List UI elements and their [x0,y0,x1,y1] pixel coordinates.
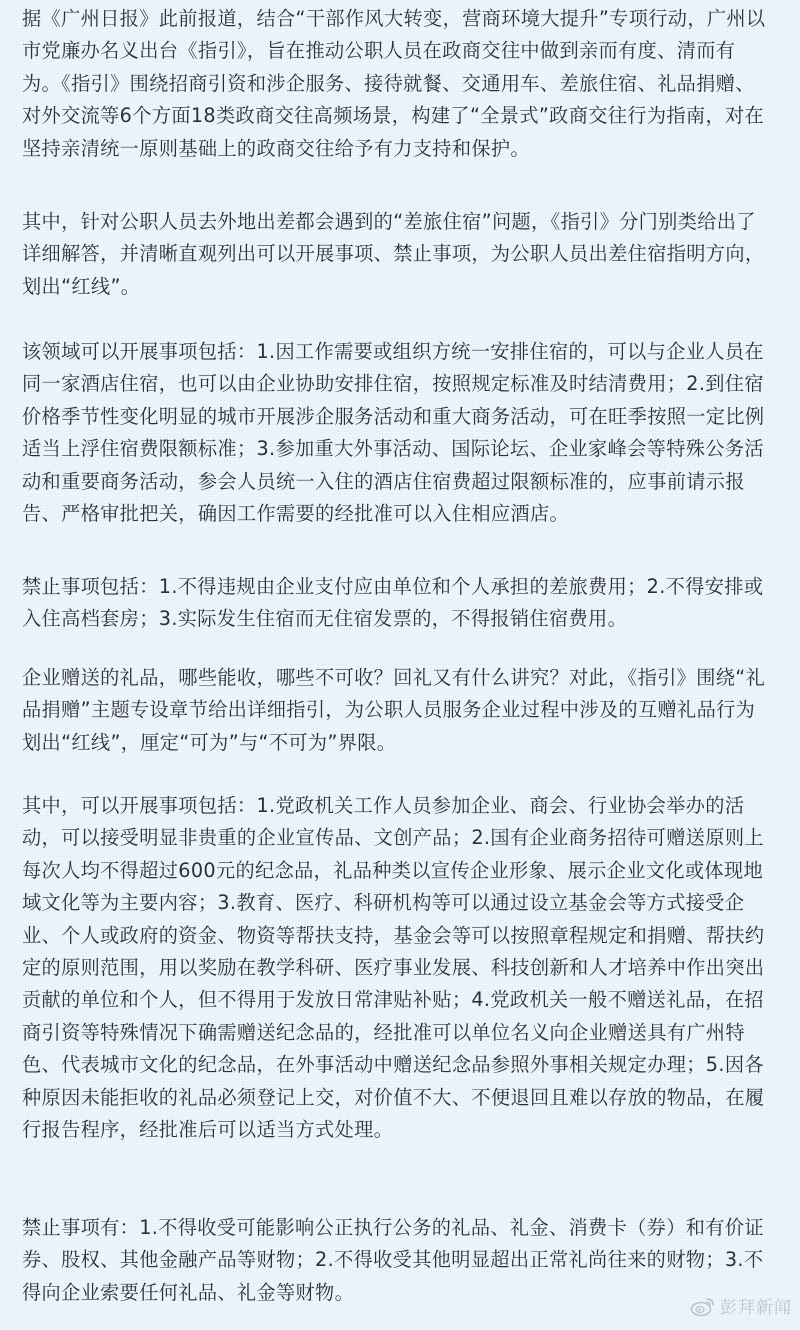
article-paragraph: 禁止事项包括：1.不得违规由企业支付应由单位和个人承担的差旅费用；2.不得安排或入住高档套房；3.实际发生住宿而无住宿发票的，不得报销住宿费用。 [22,575,764,631]
article-paragraph: 该领域可以开展事项包括：1.因工作需要或组织方统一安排住宿的，可以与企业人员在同一家酒店住宿，也可以由企业协助安排住宿，按照规定标准及时结清费用；2.到住宿价格季节性变化明显的城市开展涉企服务活动和重大商务活动，可在旺季按照一定比例适当上浮住宿费限额标准；3.参加重大外事活动、国际论坛、企业家峰会等特殊公务活动和重要商务活动，参会人员统一入住的酒店住宿费超过限额标准的，应事前请示报告、严格审批把关，确因工作需要的经批准可以入住相应酒店。 [22,340,765,526]
weibo-icon [690,1295,716,1317]
article-paragraph: 其中，针对公职人员去外地出差都会遇到的“差旅住宿”问题，《指引》分门别类给出了详细解答，并清晰直观列出可以开展事项、禁止事项，为公职人员出差住宿指明方向，划出“红线”。 [22,210,765,298]
watermark-label: 彭拜新闻 [720,1298,792,1318]
weibo-watermark [690,1293,792,1318]
article-paragraph: 据《广州日报》此前报道，结合“干部作风大转变，营商环境大提升”专项行动，广州以市党廉办名义出台《指引》，旨在推动公职人员在政商交往中做到亲而有度、清而有为。《指引》围绕招商引资和涉企服务、接待就餐、交通用车、差旅住宿、礼品捐赠、对外交流等6个方面18类政商交往高频场景，构建了“全景式”政商交往行为指南，对在坚持亲清统一原则基础上的政商交往给予有力支持和保护。 [22,7,766,160]
article-paragraph: 企业赠送的礼品，哪些能收，哪些不可收？回礼又有什么讲究？对此，《指引》围绕“礼品捐赠”主题专设章节给出详细指引，为公职人员服务企业过程中涉及的互赠礼品行为划出“红线”，厘定“可为”与“不可为”界限。 [22,666,766,754]
article-paragraph: 禁止事项有：1.不得收受可能影响公正执行公务的礼品、礼金、消费卡（券）和有价证券、股权、其他金融产品等财物；2.不得收受其他明显超出正常礼尚往来的财物；3.不得向企业索要任何礼品、礼金等财物。 [22,1216,764,1304]
article-paragraph: 其中，可以开展事项包括：1.党政机关工作人员参加企业、商会、行业协会举办的活动，可以接受明显非贵重的企业宣传品、文创产品；2.国有企业商务招待可赠送原则上每次人均不得超过600元的纪念品，礼品种类以宣传企业形象、展示企业文化或体现地域文化等为主要内容；3.教育、医疗、科研机构等可以通过设立基金会等方式接受企业、个人或政府的资金、物资等帮扶支持，基金会等可以按照章程规定和捐赠、帮扶约定的原则范围，用以奖励在教学科研、医疗事业发展、科技创新和人才培养中作出突出贡献的单位和个人，但不得用于发放日常津贴补贴；4.党政机关一般不赠送礼品，在招商引资等特殊情况下确需赠送纪念品的，经批准可以单位名义向企业赠送具有广州特色、代表城市文化的纪念品，在外事活动中赠送纪念品参照外事相关规定办理；5.因各种原因未能拒收的礼品必须登记上交，对价值不大、不便退回且难以存放的物品，在履行报告程序，经批准后可以适当方式处理。 [22,794,765,1142]
